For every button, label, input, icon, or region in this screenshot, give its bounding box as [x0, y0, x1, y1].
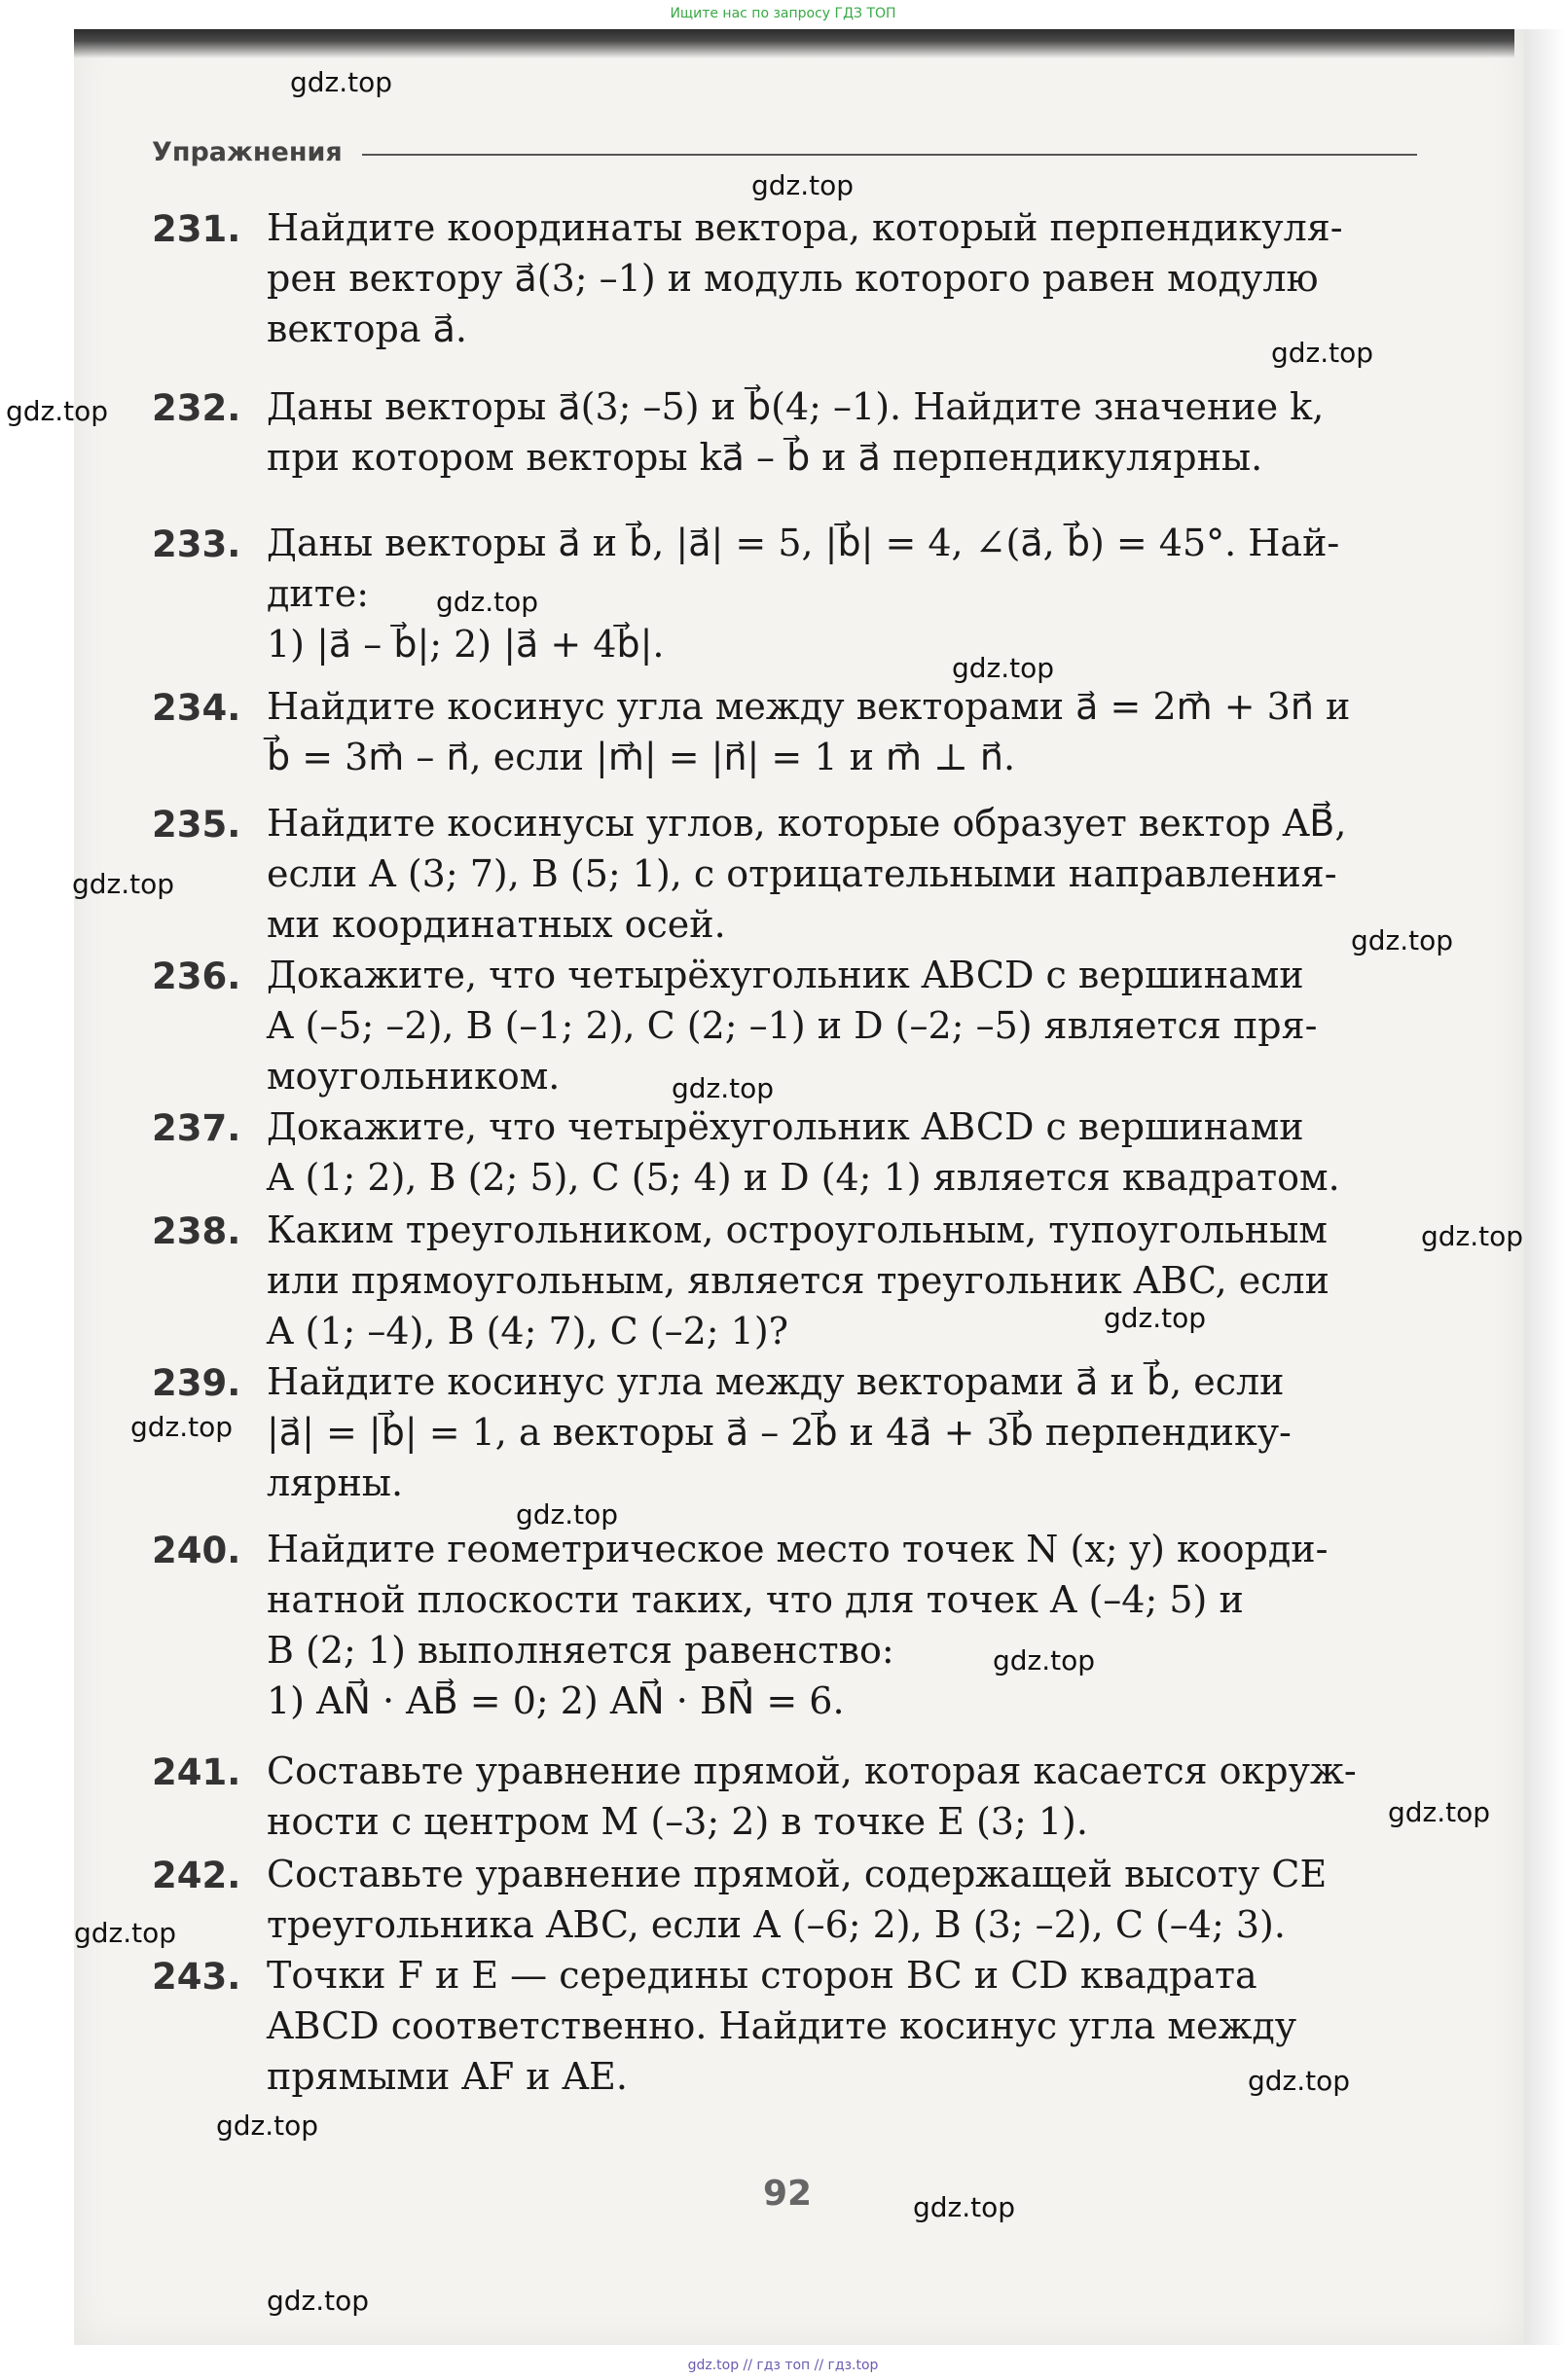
exercise-line: ми координатных осей. [267, 903, 726, 946]
watermark-text: gdz.top [516, 1498, 619, 1531]
exercise-number: 239. [152, 1362, 241, 1404]
watermark-text: gdz.top [290, 66, 393, 98]
watermark-text: gdz.top [1351, 924, 1454, 956]
exercise-line: A (1; –4), B (4; 7), C (–2; 1)? [267, 1310, 789, 1352]
watermark-text: gdz.top [1421, 1220, 1524, 1252]
exercise-line: A (1; 2), B (2; 5), C (5; 4) и D (4; 1) является квадратом. [267, 1156, 1340, 1199]
exercise-number: 240. [152, 1530, 241, 1571]
watermark-text: gdz.top [74, 1917, 177, 1949]
exercise-line: Найдите геометрическое место точек N (x; y) коорди- [267, 1528, 1329, 1570]
page-top-shadow [74, 29, 1514, 58]
watermark-text: gdz.top [993, 1644, 1096, 1677]
exercise-number: 232. [152, 387, 241, 429]
watermark-text: gdz.top [1248, 2065, 1351, 2097]
exercise-number: 237. [152, 1107, 241, 1149]
exercise-line: Составьте уравнение прямой, которая касается окруж- [267, 1749, 1357, 1792]
exercise-line: ABCD соответственно. Найдите косинус угла между [267, 2004, 1297, 2047]
exercise-number: 243. [152, 1956, 241, 1998]
exercise-line: вектора a⃗. [267, 307, 467, 350]
exercise-line: моугольником. [267, 1055, 561, 1098]
exercise-number: 235. [152, 804, 241, 846]
exercise-line: Даны векторы a⃗(3; –5) и b⃗(4; –1). Найдите значение k, [267, 385, 1325, 428]
exercise-line: или прямоугольным, является треугольник ABC, если [267, 1259, 1329, 1302]
exercise-line: Найдите косинус угла между векторами a⃗ и b⃗, если [267, 1360, 1285, 1403]
exercise-number: 238. [152, 1210, 241, 1252]
bottom-banner[interactable]: gdz.top // гдз топ // гдз.top [687, 2358, 879, 2373]
watermark-text: gdz.top [751, 169, 855, 201]
exercise-line: Докажите, что четырёхугольник ABCD с вершинами [267, 1105, 1304, 1148]
exercise-number: 233. [152, 523, 241, 565]
watermark-text: gdz.top [913, 2191, 1016, 2223]
exercise-line: Найдите косинусы углов, которые образует вектор AB⃗, [267, 802, 1347, 845]
exercise-line: при котором векторы ka⃗ – b⃗ и a⃗ перпендикулярны. [267, 436, 1263, 479]
exercise-line: Найдите координаты вектора, который перпендикуля- [267, 206, 1343, 249]
section-rule [362, 154, 1417, 156]
watermark-text: gdz.top [952, 652, 1055, 684]
exercise-line: Найдите косинус угла между векторами a⃗ = 2m⃗ + 3n⃗ и [267, 685, 1351, 728]
exercise-line: дите: [267, 572, 370, 615]
exercise-line: 1) |a⃗ – b⃗|; 2) |a⃗ + 4b⃗|. [267, 623, 665, 666]
exercise-number: 234. [152, 687, 241, 729]
exercise-line: если A (3; 7), B (5; 1), с отрицательными направления- [267, 852, 1337, 895]
exercise-line: Точки F и E — середины сторон BC и CD квадрата [267, 1954, 1257, 1997]
watermark-text: gdz.top [1271, 337, 1374, 369]
page-number: 92 [763, 2174, 813, 2214]
section-header [152, 132, 1417, 171]
watermark-text: gdz.top [672, 1072, 775, 1104]
watermark-text: gdz.top [130, 1411, 234, 1443]
top-banner[interactable]: Ищите нас по запросу ГДЗ ТОП [670, 6, 896, 21]
section-title: Упражнения [152, 136, 343, 167]
exercise-number: 231. [152, 208, 241, 250]
exercise-line: прямыми AF и AE. [267, 2055, 628, 2098]
exercise-line: лярны. [267, 1461, 404, 1504]
watermark-text: gdz.top [6, 395, 109, 427]
exercise-line: натной плоскости таких, что для точек A (–4; 5) и [267, 1578, 1244, 1621]
exercise-line: |a⃗| = |b⃗| = 1, а векторы a⃗ – 2b⃗ и 4a⃗ + 3b⃗ перпендику- [267, 1411, 1292, 1454]
exercise-line: Составьте уравнение прямой, содержащей высоту CE [267, 1853, 1328, 1895]
watermark-text: gdz.top [1388, 1796, 1491, 1828]
exercise-number: 242. [152, 1855, 241, 1896]
watermark-text: gdz.top [72, 868, 175, 900]
watermark-text: gdz.top [267, 2285, 370, 2317]
watermark-text: gdz.top [216, 2110, 319, 2142]
watermark-text: gdz.top [436, 586, 539, 618]
exercise-number: 241. [152, 1751, 241, 1793]
exercise-line: треугольника ABC, если A (–6; 2), B (3; –2), C (–4; 3). [267, 1903, 1286, 1946]
exercise-line: ности с центром M (–3; 2) в точке E (3; 1). [267, 1800, 1088, 1843]
exercise-line: Каким треугольником, остроугольным, тупоугольным [267, 1208, 1328, 1251]
exercise-line: Докажите, что четырёхугольник ABCD с вершинами [267, 954, 1304, 996]
exercise-number: 236. [152, 956, 241, 997]
exercise-line: 1) AN⃗ · AB⃗ = 0; 2) AN⃗ · BN⃗ = 6. [267, 1679, 845, 1722]
exercise-line: рен вектору a⃗(3; –1) и модуль которого равен модулю [267, 257, 1319, 300]
exercise-line: b⃗ = 3m⃗ – n⃗, если |m⃗| = |n⃗| = 1 и m⃗ ⊥ n⃗. [267, 736, 1016, 778]
exercise-line: B (2; 1) выполняется равенство: [267, 1629, 894, 1672]
watermark-text: gdz.top [1104, 1302, 1207, 1334]
exercise-line: Даны векторы a⃗ и b⃗, |a⃗| = 5, |b⃗| = 4, ∠(a⃗, b⃗) = 45°. Най- [267, 522, 1340, 564]
exercise-line: A (–5; –2), B (–1; 2), C (2; –1) и D (–2; –5) является пря- [267, 1004, 1318, 1047]
